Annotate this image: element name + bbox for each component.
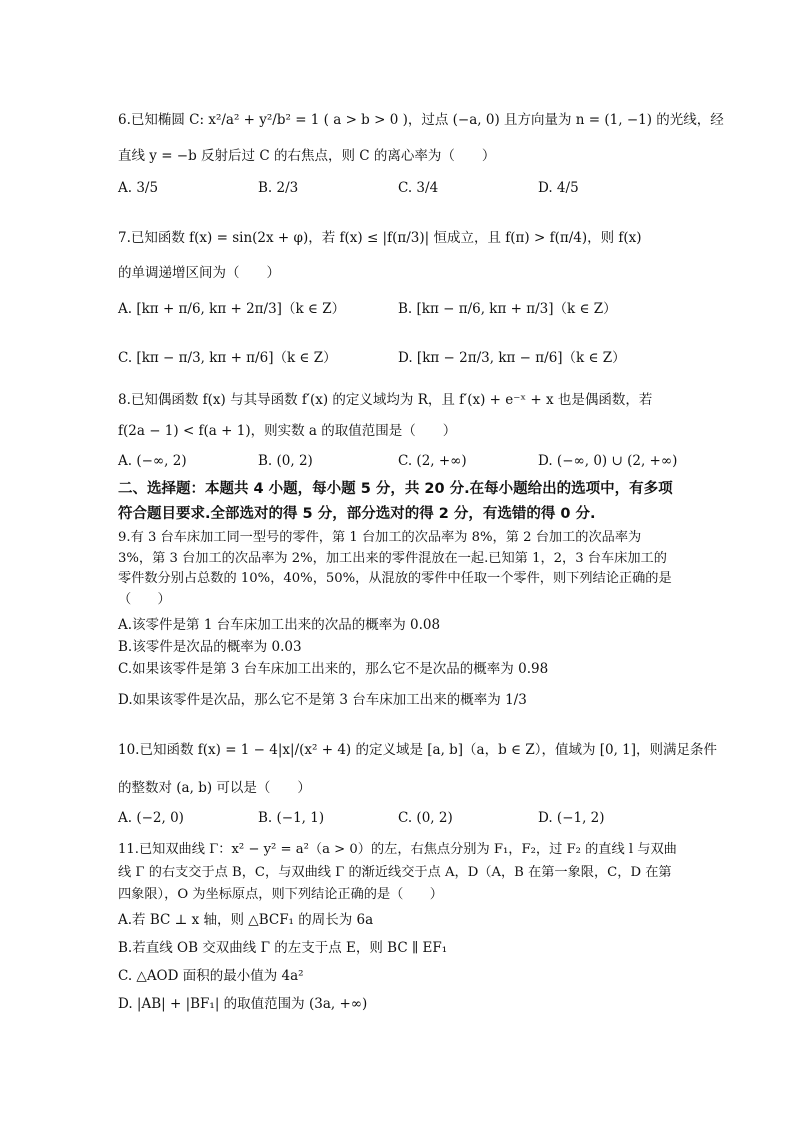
q6-option-b: B. 2/3 [258,180,299,196]
section-2-heading: 二、选择题：本题共 4 小题，每小题 5 分，共 20 分.在每小题给出的选项中，有多项符合题目要求.全部选对的得 5 分，部分选对的得 2 分，有选错的得 0 分. [118,481,673,522]
q9-option-b: B.该零件是次品的概率为 0.03 [118,639,302,655]
q8-option-b: B. (0, 2) [258,453,313,469]
q10-option-a: A. (−2, 0) [118,810,184,826]
q6-option-c: C. 3/4 [398,180,439,196]
q11-stem: 11.已知双曲线 Γ：x² − y² = a²（a > 0）的左，右焦点分别为 F₁，F₂，过 F₂ 的直线 l 与双曲线 Γ 的右支交于点 B，C，与双曲线 Γ 的渐近线交于点 A，D（A，B 在第一象限，C，D 在第四象限），O 为坐标原点，则下列结论正确的是（ ） [118,842,677,902]
q11-option-c: C. △AOD 面积的最小值为 4a² [118,968,304,984]
q8-stem-line1: 8.已知偶函数 f(x) 与其导函数 f′(x) 的定义域均为 R，且 f′(x) + e⁻ˣ + x 也是偶函数，若 [118,392,653,408]
q11-option-b: B.若直线 OB 交双曲线 Γ 的左支于点 E，则 BC ∥ EF₁ [118,940,448,956]
q9-option-d: D.如果该零件是次品，那么它不是第 3 台车床加工出来的概率为 1/3 [118,692,527,708]
q10-stem-line2: 的整数对 (a, b) 可以是（ ） [118,780,311,796]
q9-stem: 9.有 3 台车床加工同一型号的零件，第 1 台加工的次品率为 8%，第 2 台加工的次品率为 3%，第 3 台加工的次品率为 2%，加工出来的零件混放在一起.已知第 1，2，3 台车床加工的零件数分别占总数的 10%，40%，50%，从混放的零件中任取一个零件，则下列结论正确的是（ ） [118,530,672,607]
q6-option-a: A. 3/5 [118,180,159,196]
q10-option-c: C. (0, 2) [398,810,453,826]
q8-option-a: A. (−∞, 2) [118,453,187,469]
q8-option-d: D. (−∞, 0) ∪ (2, +∞) [538,453,678,469]
q7-option-c: C. [kπ − π/3, kπ + π/6]（k ∈ Z） [118,350,337,366]
q8-option-c: C. (2, +∞) [398,453,467,469]
q6-option-d: D. 4/5 [538,180,579,196]
q11-option-a: A.若 BC ⊥ x 轴，则 △BCF₁ 的周长为 6a [118,912,374,928]
q9-option-a: A.该零件是第 1 台车床加工出来的次品的概率为 0.08 [118,617,441,633]
q8-stem-line2: f(2a − 1) < f(a + 1)，则实数 a 的取值范围是（ ） [118,423,457,439]
q7-stem-line1: 7.已知函数 f(x) = sin(2x + φ)，若 f(x) ≤ |f(π/3)| 恒成立，且 f(π) > f(π/4)，则 f(x) [118,230,642,246]
q7-option-a: A. [kπ + π/6, kπ + 2π/3]（k ∈ Z） [118,301,346,317]
q10-stem-line1: 10.已知函数 f(x) = 1 − 4|x|/(x² + 4) 的定义域是 [a, b]（a，b ∈ Z），值域为 [0, 1]，则满足条件 [118,742,718,758]
q6-stem-line2: 直线 y = −b 反射后过 C 的右焦点，则 C 的离心率为（ ） [118,148,496,164]
q10-option-b: B. (−1, 1) [258,810,325,826]
q9-option-c: C.如果该零件是第 3 台车床加工出来的，那么它不是次品的概率为 0.98 [118,661,549,677]
q10-option-d: D. (−1, 2) [538,810,605,826]
q7-stem-line2: 的单调递增区间为（ ） [118,265,280,281]
q6-stem-line1: 6.已知椭圆 C: x²/a² + y²/b² = 1 ( a > b > 0 )，过点 (−a, 0) 且方向量为 n = (1, −1) 的光线，经 [118,112,724,128]
q7-option-b: B. [kπ − π/6, kπ + π/3]（k ∈ Z） [398,301,617,317]
q11-option-d: D. |AB| + |BF₁| 的取值范围为 (3a, +∞) [118,996,368,1012]
q7-option-d: D. [kπ − 2π/3, kπ − π/6]（k ∈ Z） [398,350,626,366]
